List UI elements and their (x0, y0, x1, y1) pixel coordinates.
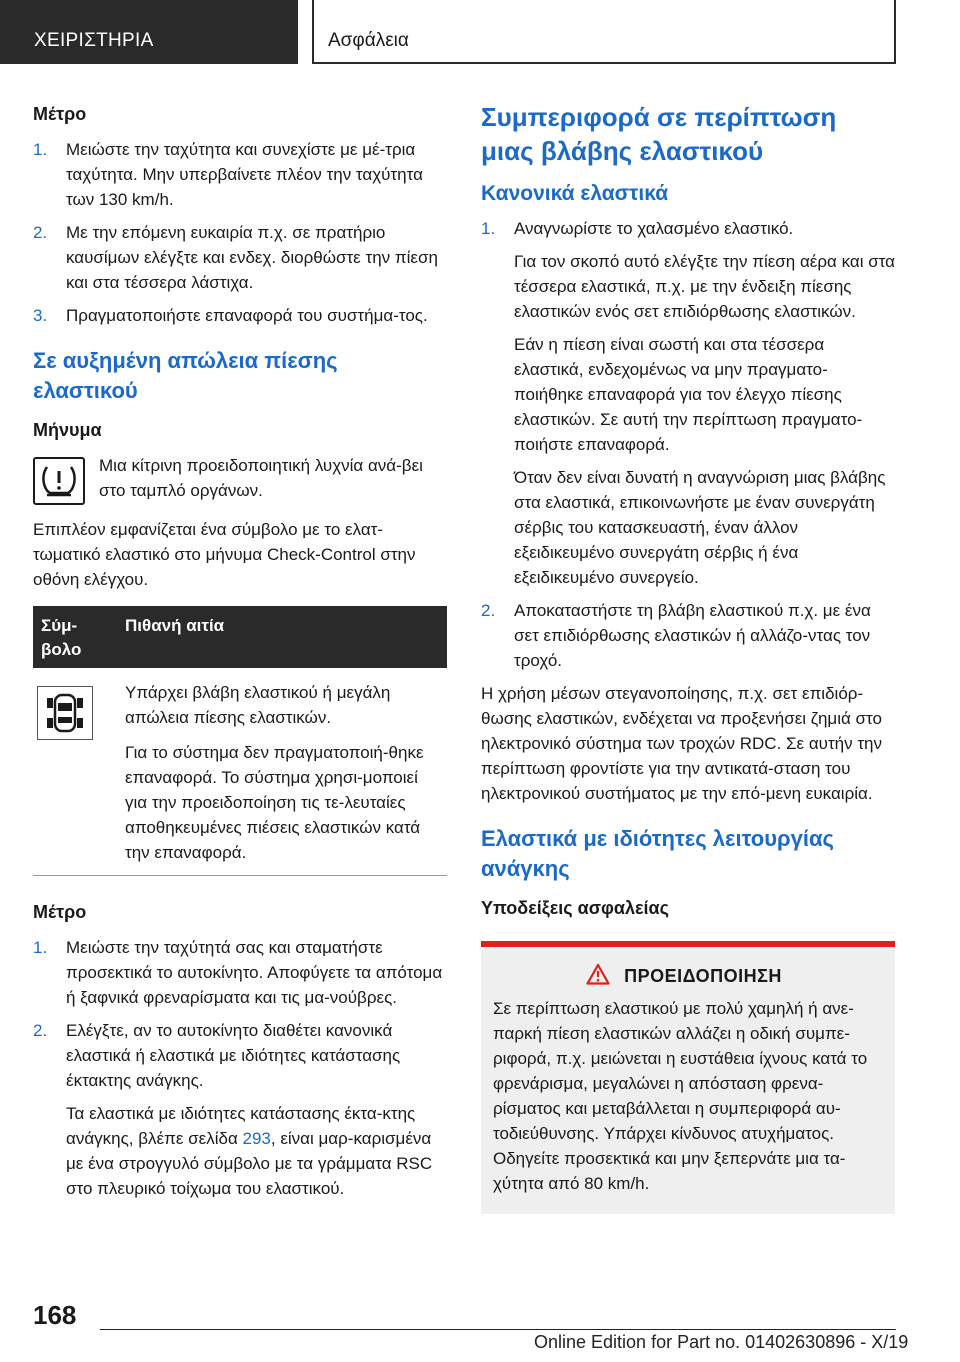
sealant-text: Η χρήση μέσων στεγανοποίησης, π.χ. σετ επιδιόρ-θωσης ελαστικών, ενδέχεται να προξενήσει ζημιά στο ηλεκτρονικό σύστημα των τροχών RDC. Σε αυτήν την περίπτωση φροντίστε για την αντικατά-σταση του ηλεκτρονικού συστήματος με την επό-μενη ευκαιρία. (481, 684, 883, 803)
warning-title: ΠΡΟΕΙΔΟΠΟΙΗΣΗ (624, 966, 782, 986)
page-number: 168 (33, 1300, 77, 1330)
damage-steps (481, 216, 895, 673)
car-tire-defect-icon (37, 686, 93, 740)
symbol-cell (33, 668, 117, 876)
emergency-heading: Ελαστικά με ιδιότητες λειτουργίας ανάγκης (481, 826, 834, 881)
message-title: Μήνυμα (33, 420, 102, 440)
message-row (33, 453, 447, 505)
warning-box (481, 941, 895, 1214)
left-column (33, 100, 447, 1209)
symbol-table (33, 606, 447, 876)
list-item: 1. Μειώστε την ταχύτητα και συνεχίστε με μέ-τρια ταχύτητα. Μην υπερβαίνετε πλέον την ταχύτητα των 130 km/h. (33, 140, 423, 209)
list-item: 2. Με την επόμενη ευκαιρία π.χ. σε πρατήριο καυσίμων ελέγξτε και ενδεχ. διορθώστε την πίεση και στα τέσσερα λάστιχα. (33, 223, 438, 292)
rsc-note: Τα ελαστικά με ιδιότητες κατάστασης έκτα-κτης ανάγκης, βλέπε σελίδα 293, είναι μαρ-καρισμένα με ένα στρογγυλό σύμβολο με τα γράμματα RSC στο πλευρικό τοίχωμα του ελαστικού. (66, 1104, 433, 1198)
list-item: 3. Πραγματοποιήστε επαναφορά του συστήμα-τος. (33, 306, 428, 325)
table-header-row (33, 606, 447, 668)
safety-title: Υποδείξεις ασφαλείας (481, 898, 669, 918)
list-item: 2. Αποκαταστήστε τη βλάβη ελαστικού π.χ. με ένα σετ επιδιόρθωσης ελαστικών ή αλλάζο-ντας τον τροχό. (481, 601, 871, 670)
damage-heading: Συμπεριφορά σε περίπτωση μιας βλάβης ελαστικού (481, 102, 837, 166)
warning-head (483, 963, 885, 990)
page-header (0, 0, 960, 66)
table-row (33, 668, 447, 876)
warning-triangle-icon (586, 963, 610, 990)
measure-title-2: Μέτρο (33, 902, 87, 922)
normal-tires-heading: Κανονικά ελαστικά (481, 182, 669, 205)
page-link[interactable]: 293 (242, 1129, 271, 1148)
footer-edition: Online Edition for Part no. 01402630896 - X/19 (534, 1332, 909, 1352)
list-item: 1. Μειώστε την ταχύτητά σας και σταματήστε προσεκτικά το αυτοκίνητο. Αποφύγετε τα απότομα ή ξαφνικά φρεναρίσματα και τις μα-νούβρες. (33, 938, 443, 1007)
col-symbol-header: Σύμ-βολο (33, 606, 117, 668)
list-item: 1. Αναγνωρίστε το χαλασμένο ελαστικό. Για τον σκοπό αυτό ελέγξτε την πίεση αέρα και στα τέσσερα ελαστικά, π.χ. με την ένδειξη πίεσης ελαστικών ενός σετ επιδιόρθωσης ελαστικών. Εάν η πίεση είναι σωστή και στα τέσσερα ελαστικά, ενδεχομένως να μην πραγματο-ποιήθηκε επαναφορά για τον έλεγχο πίεσης ελαστικών. Σε αυτή την περίπτωση πραγματο-ποιήστε επαναφορά. Όταν δεν είναι δυνατή η αναγνώριση μιας βλάβης στα ελαστικά, επικοινωνήστε με έναν συνεργάτη σέρβις του κατασκευαστή, έναν άλλον εξειδικευμένο συνεργάτη σέρβις ή ένα εξειδικευμένο συνεργείο. (481, 219, 896, 587)
cause-cell: Υπάρχει βλάβη ελαστικού ή μεγάλη απώλεια πίεσης ελαστικών. Για το σύστημα δεν πραγματοποιή-θηκε επαναφορά. Το σύστημα χρησι-μοποιεί για την προειδοποίηση τις τε-λευταίες αποθηκευμένες πιέσεις ελαστικών κατά την επαναφορά. (117, 668, 447, 876)
chapter-title: Ασφάλεια (312, 0, 896, 64)
footer-divider (100, 1329, 896, 1330)
list-item: 2. Ελέγξτε, αν το αυτοκίνητο διαθέτει κανονικά ελαστικά ή ελαστικά με ιδιότητες κατάστασης έκτακτης ανάγκης. Τα ελαστικά με ιδιότητες κατάστασης έκτα-κτης ανάγκης, βλέπε σελίδα 293, είναι μαρ-καρισμένα με ένα στρογγυλό σύμβολο με τα γράμματα RSC στο πλευρικό τοίχωμα του ελαστικού. (33, 1018, 447, 1201)
tire-pressure-warning-icon (33, 457, 85, 505)
checkcontrol-text: Επιπλέον εμφανίζεται ένα σύμβολο με το ελατ-τωματικό ελαστικό στο μήνυμα Check-Control στην οθόνη ελέγχου. (33, 520, 416, 589)
message-text: Μια κίτρινη προειδοποιητική λυχνία ανά-βει στο ταμπλό οργάνων. (99, 456, 423, 500)
section-title: ΧΕΙΡΙΣΤΗΡΙΑ (0, 0, 298, 64)
pressure-loss-heading: Σε αυξημένη απώλεια πίεσης ελαστικού (33, 348, 338, 403)
measure-steps-2 (33, 935, 447, 1201)
warning-text: Σε περίπτωση ελαστικού με πολύ χαμηλή ή ανε-παρκή πίεση ελαστικών αλλάζει η οδική συμπε-ριφορά, π.χ. μειώνεται η ευστάθεια ίχνους κατά το φρενάρισμα, μεγαλώνει η απόσταση φρενα-ρίσματος και μεταβάλλεται η συμπεριφορά αυ-τοδιεύθυνσης. Υπάρχει κίνδυνος ατυχήματος. Οδηγείτε προσεκτικά και μην ξεπερνάτε μια τα-χύτητα από 80 km/h. (493, 999, 868, 1193)
col-cause-header: Πιθανή αιτία (117, 606, 447, 668)
right-column (481, 100, 895, 1214)
measure-steps (33, 137, 447, 328)
measure-title: Μέτρο (33, 104, 87, 124)
